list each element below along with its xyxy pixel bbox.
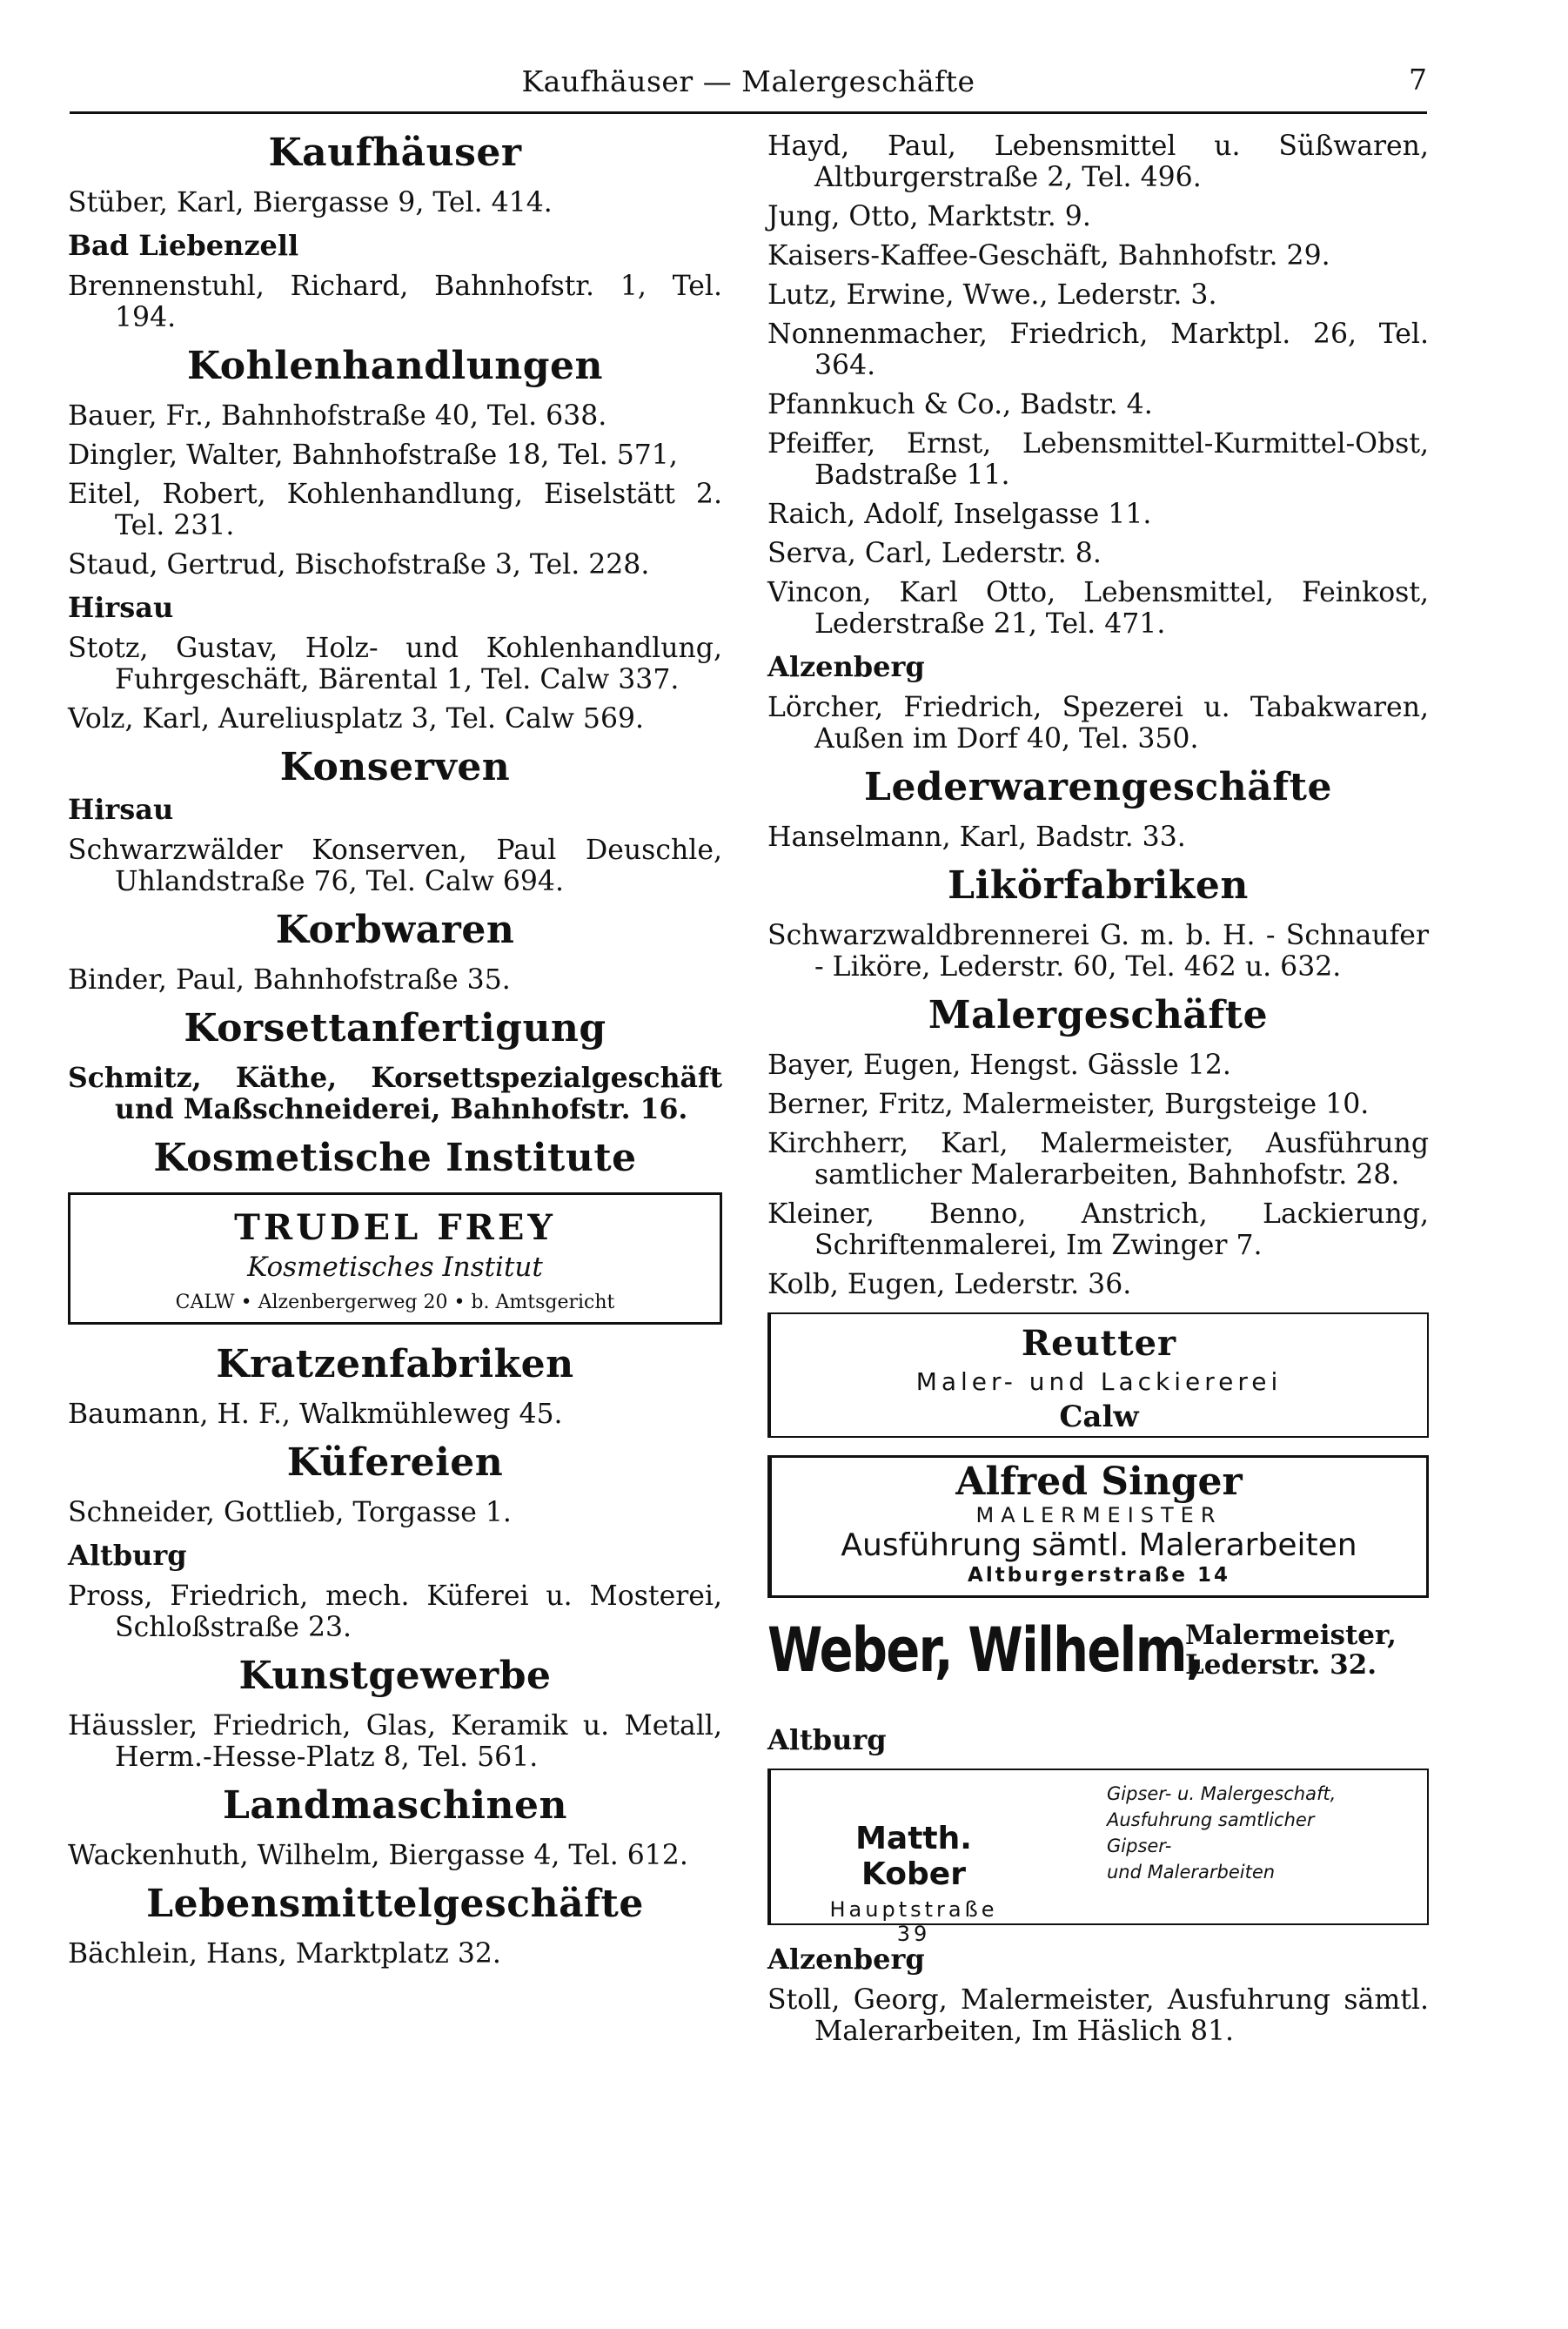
list-item: Bächlein, Hans, Marktplatz 32. <box>68 1938 501 1970</box>
list-item: Kolb, Eugen, Lederstr. 36. <box>767 1269 1132 1300</box>
list-item: Schmitz, Käthe, Korsettspezialgeschäft und Maßschneiderei, Bahnhofstr. 16. <box>68 1062 722 1125</box>
section-heading-kratzenfabriken: Kratzenfabriken <box>216 1342 574 1386</box>
list-item: Volz, Karl, Aureliusplatz 3, Tel. Calw 569. <box>68 703 645 735</box>
town-heading: Alzenberg <box>767 650 925 683</box>
town-heading: Bad Liebenzell <box>68 229 299 262</box>
section-heading-kunstgewerbe: Kunstgewerbe <box>238 1654 552 1698</box>
ad-subtitle: Maler- und Lackiererei <box>915 1367 1283 1396</box>
section-heading-kosmetische-institute: Kosmetische Institute <box>153 1136 637 1180</box>
section-heading-lederwarengeschaefte: Lederwarengeschäfte <box>864 765 1332 809</box>
list-item: Pfeiffer, Ernst, Lebensmittel-Kurmittel-Obst, Badstraße 11. <box>767 428 1429 491</box>
advertisement-reutter <box>767 1312 1429 1438</box>
ad-address: CALW • Alzenbergerweg 20 • b. Amtsgericht <box>175 1292 615 1313</box>
ad-service-line: Ausfuhrung samtlicher <box>1107 1809 1315 1830</box>
page-number: 7 <box>1409 63 1427 97</box>
list-item: Vincon, Karl Otto, Lebensmittel, Feinkost, Lederstraße 21, Tel. 471. <box>767 577 1429 640</box>
section-heading-likoerfabriken: Likörfabriken <box>948 863 1249 908</box>
ad-business-name: Reutter <box>1021 1323 1177 1364</box>
list-item: Bauer, Fr., Bahnhofstraße 40, Tel. 638. <box>68 400 607 432</box>
ad-address: Hauptstraße 39 <box>829 1897 998 1946</box>
ad-business-name: Weber, Wilhelm, <box>767 1614 1204 1686</box>
ad-right-block <box>1107 1781 1420 1885</box>
list-item: Brennenstuhl, Richard, Bahnhofstr. 1, Tel. 194. <box>68 271 722 333</box>
list-item: Eitel, Robert, Kohlenhandlung, Eiselstätt 2. Tel. 231. <box>68 479 722 541</box>
town-heading: Altburg <box>767 1723 887 1756</box>
ad-left-block <box>809 1821 1018 1946</box>
list-item: Lutz, Erwine, Wwe., Lederstr. 3. <box>767 279 1217 311</box>
ad-business-name: TRUDEL FREY <box>234 1207 556 1248</box>
section-heading-korsettanfertigung: Korsettanfertigung <box>184 1006 606 1050</box>
list-item: Pross, Friedrich, mech. Küferei u. Mosterei, Schloßstraße 23. <box>68 1581 722 1643</box>
list-item: Staud, Gertrud, Bischofstraße 3, Tel. 228. <box>68 549 650 581</box>
section-heading-kohlenhandlungen: Kohlenhandlungen <box>186 344 603 388</box>
town-heading: Alzenberg <box>767 1943 925 1976</box>
ad-services: Ausführung sämtl. Malerarbeiten <box>841 1527 1357 1563</box>
section-heading-kaufhaeuser: Kaufhäuser <box>268 131 522 175</box>
list-item: Kleiner, Benno, Anstrich, Lackierung, Schriftenmalerei, Im Zwinger 7. <box>767 1198 1429 1261</box>
advertisement-weber-wilhelm <box>767 1615 1429 1713</box>
section-heading-kuefereien: Küfereien <box>286 1440 504 1485</box>
ad-title: MALERMEISTER <box>975 1503 1223 1527</box>
section-heading-malergeschaefte: Malergeschäfte <box>928 993 1269 1037</box>
list-item: Pfannkuch & Co., Badstr. 4. <box>767 389 1153 420</box>
list-item: Schwarzwaldbrennerei G. m. b. H. - Schnaufer - Liköre, Lederstr. 60, Tel. 462 u. 632. <box>767 920 1429 983</box>
right-column <box>767 131 1429 2055</box>
list-item: Jung, Otto, Marktstr. 9. <box>767 201 1091 232</box>
section-heading-landmaschinen: Landmaschinen <box>222 1783 567 1828</box>
list-item: Stoll, Georg, Malermeister, Ausfuhrung sämtl. Malerarbeiten, Im Häslich 81. <box>767 1984 1429 2047</box>
ad-address: Lederstr. 32. <box>1185 1649 1377 1681</box>
town-heading: Hirsau <box>68 591 174 624</box>
list-item: Dingler, Walter, Bahnhofstraße 18, Tel. 571, <box>68 440 678 471</box>
list-item: Stüber, Karl, Biergasse 9, Tel. 414. <box>68 187 553 218</box>
ad-city: Calw <box>1059 1399 1139 1434</box>
ad-address: Altburgerstraße 14 <box>968 1564 1230 1587</box>
ad-service-line: Gipser- <box>1107 1836 1172 1856</box>
ad-business-name: Alfred Singer <box>955 1460 1243 1504</box>
left-column <box>68 131 722 1977</box>
section-heading-korbwaren: Korbwaren <box>275 908 515 952</box>
list-item: Stotz, Gustav, Holz- und Kohlenhandlung, Fuhrgeschäft, Bärental 1, Tel. Calw 337. <box>68 633 722 695</box>
section-heading-konserven: Konserven <box>279 745 511 789</box>
section-heading-lebensmittelgeschaefte: Lebensmittelgeschäfte <box>146 1882 644 1926</box>
list-item: Schneider, Gottlieb, Torgasse 1. <box>68 1497 512 1528</box>
list-item: Hayd, Paul, Lebensmittel u. Süßwaren, Altburgerstraße 2, Tel. 496. <box>767 131 1429 193</box>
advertisement-trudel-frey <box>68 1192 722 1325</box>
list-item: Hanselmann, Karl, Badstr. 33. <box>767 822 1186 853</box>
advertisement-matth-kober <box>767 1769 1429 1946</box>
list-item: Bayer, Eugen, Hengst. Gässle 12. <box>767 1050 1231 1081</box>
list-item: Häussler, Friedrich, Glas, Keramik u. Metall, Herm.-Hesse-Platz 8, Tel. 561. <box>68 1710 722 1773</box>
ad-service-line: und Malerarbeiten <box>1107 1862 1276 1883</box>
list-item: Binder, Paul, Bahnhofstraße 35. <box>68 964 511 996</box>
list-item: Serva, Carl, Lederstr. 8. <box>767 538 1102 569</box>
list-item: Wackenhuth, Wilhelm, Biergasse 4, Tel. 612. <box>68 1840 688 1871</box>
list-item: Nonnenmacher, Friedrich, Marktpl. 26, Tel. 364. <box>767 319 1429 381</box>
running-title: Kaufhäuser — Malergeschäfte <box>521 64 975 98</box>
town-heading: Hirsau <box>68 793 174 826</box>
town-heading: Altburg <box>68 1539 187 1572</box>
list-item: Kaisers-Kaffee-Geschäft, Bahnhofstr. 29. <box>767 240 1330 272</box>
list-item: Schwarzwälder Konserven, Paul Deuschle, Uhlandstraße 76, Tel. Calw 694. <box>68 835 722 897</box>
ad-role-line: Malermeister, <box>1185 1620 1397 1651</box>
list-item: Raich, Adolf, Inselgasse 11. <box>767 499 1152 530</box>
list-item: Berner, Fritz, Malermeister, Burgsteige 10. <box>767 1089 1370 1120</box>
advertisement-alfred-singer <box>767 1455 1429 1598</box>
ad-role <box>1185 1621 1429 1680</box>
running-header <box>70 57 1427 114</box>
list-item: Kirchherr, Karl, Malermeister, Ausführung samtlicher Malerarbeiten, Bahnhofstr. 28. <box>767 1128 1429 1191</box>
ad-business-name: Matth. Kober <box>855 1821 972 1892</box>
list-item: Baumann, H. F., Walkmühleweg 45. <box>68 1399 563 1430</box>
ad-service-line: Gipser- u. Malergeschaft, <box>1107 1783 1337 1804</box>
list-item: Lörcher, Friedrich, Spezerei u. Tabakwaren, Außen im Dorf 40, Tel. 350. <box>767 692 1429 755</box>
ad-subtitle: Kosmetisches Institut <box>247 1252 543 1283</box>
